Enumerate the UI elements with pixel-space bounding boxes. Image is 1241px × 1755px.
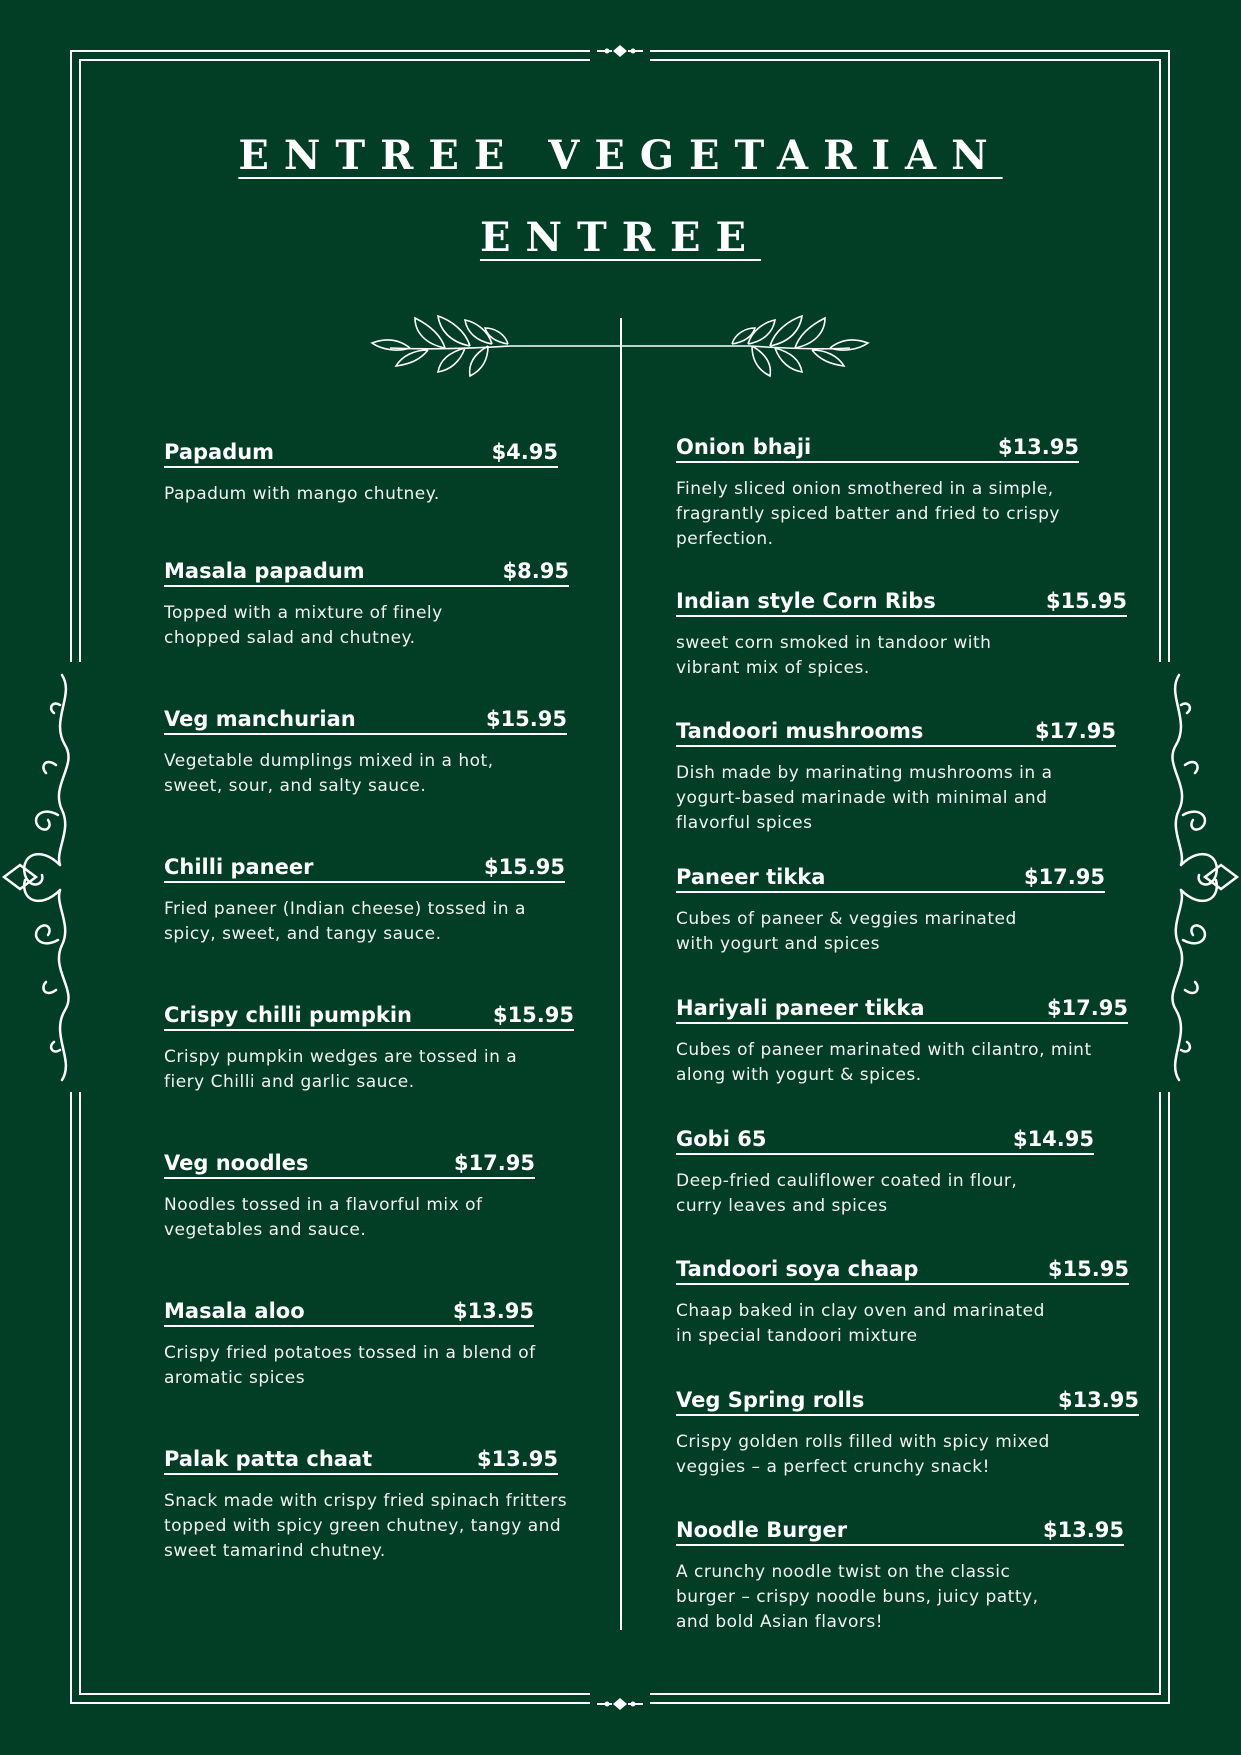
menu-item-price: $15.95 (483, 855, 565, 879)
menu-item-description: Cubes of paneer & veggies marinated with yogurt and spices (676, 909, 1017, 954)
menu-item-heading (164, 854, 565, 883)
menu-item-heading (164, 1298, 534, 1327)
menu-item (164, 854, 604, 947)
menu-item (676, 1517, 1124, 1635)
menu-item-price: $15.95 (485, 707, 567, 731)
menu-item-description: Snack made with crispy fried spinach fritters topped with spicy green chutney, tangy and sweet tamarind chutney. (164, 1491, 568, 1561)
column-divider (620, 318, 622, 1630)
menu-item-heading (676, 1256, 1129, 1285)
menu-item-name: Gobi 65 (676, 1127, 767, 1151)
menu-item-price: $14.95 (1012, 1127, 1094, 1151)
menu-item-name: Papadum (164, 440, 275, 464)
menu-item-heading (164, 1002, 574, 1031)
menu-item (164, 558, 604, 651)
menu-item (164, 1002, 604, 1095)
diamond-ornament-top (595, 40, 645, 62)
menu-item-price: $17.95 (453, 1151, 535, 1175)
menu-item-price: $17.95 (1023, 865, 1105, 889)
menu-item-heading (676, 434, 1079, 463)
menu-item-name: Indian style Corn Ribs (676, 589, 936, 613)
menu-item-name: Hariyali paneer tikka (676, 996, 925, 1020)
menu-item-description: Chaap baked in clay oven and marinated in special tandoori mixture (676, 1301, 1045, 1346)
scroll-ornament-left (0, 665, 90, 1090)
menu-item-name: Tandoori mushrooms (676, 719, 924, 743)
menu-item-price: $15.95 (1045, 589, 1127, 613)
menu-item-heading (164, 706, 567, 735)
menu-item-description: Crispy golden rolls filled with spicy mixed veggies – a perfect crunchy snack! (676, 1432, 1050, 1477)
menu-item-description: sweet corn smoked in tandoor with vibrant mix of spices. (676, 633, 992, 678)
menu-item-name: Palak patta chaat (164, 1447, 373, 1471)
diamond-ornament-bottom (595, 1693, 645, 1715)
menu-item (164, 1446, 604, 1564)
menu-item-heading (676, 995, 1128, 1024)
menu-item-name: Veg manchurian (164, 707, 356, 731)
menu-item (164, 1298, 604, 1391)
menu-item (676, 588, 1127, 681)
menu-item-name: Veg Spring rolls (676, 1388, 865, 1412)
menu-item-description: Vegetable dumplings mixed in a hot, sweet, sour, and salty sauce. (164, 751, 494, 796)
menu-item (676, 434, 1116, 552)
menu-item-name: Masala aloo (164, 1299, 305, 1323)
menu-item-heading (676, 718, 1116, 747)
menu-item-price: $17.95 (1034, 719, 1116, 743)
menu-item-description: Deep-fried cauliflower coated in flour, curry leaves and spices (676, 1171, 1018, 1216)
menu-item (164, 1150, 604, 1243)
menu-item-price: $13.95 (997, 435, 1079, 459)
menu-item-price: $13.95 (476, 1447, 558, 1471)
menu-item-heading (676, 864, 1105, 893)
menu-item (676, 1126, 1116, 1219)
menu-item-heading (164, 1150, 535, 1179)
menu-item-name: Chilli paneer (164, 855, 314, 879)
menu-item-heading (676, 588, 1127, 617)
menu-item (676, 864, 1116, 957)
menu-item-heading (164, 558, 569, 587)
menu-item (164, 439, 604, 507)
menu-item-description: Papadum with mango chutney. (164, 484, 440, 504)
menu-item (676, 995, 1128, 1088)
menu-item-heading (676, 1517, 1124, 1546)
menu-item (676, 718, 1116, 836)
menu-item-name: Masala papadum (164, 559, 365, 583)
menu-item (676, 1387, 1139, 1480)
menu-item-price: $15.95 (492, 1003, 574, 1027)
menu-item-name: Paneer tikka (676, 865, 826, 889)
menu-item-description: Dish made by marinating mushrooms in a yogurt-based marinade with minimal and flavorful spices (676, 763, 1053, 833)
menu-item-price: $8.95 (502, 559, 569, 583)
menu-item (164, 706, 604, 799)
menu-item-description: Cubes of paneer marinated with cilantro, mint along with yogurt & spices. (676, 1040, 1092, 1085)
menu-item-heading (164, 1446, 558, 1475)
menu-item-price: $17.95 (1046, 996, 1128, 1020)
menu-item-price: $4.95 (491, 440, 558, 464)
menu-item-description: Noodles tossed in a flavorful mix of vegetables and sauce. (164, 1195, 483, 1240)
menu-item-heading (676, 1387, 1139, 1416)
menu-item-description: Topped with a mixture of finely chopped salad and chutney. (164, 603, 443, 648)
menu-item-description: Crispy fried potatoes tossed in a blend of aromatic spices (164, 1343, 536, 1388)
menu-title: ENTREE VEGETARIAN (238, 132, 1003, 179)
menu-subtitle: ENTREE (479, 214, 762, 261)
menu-item-price: $13.95 (1042, 1518, 1124, 1542)
menu-item-heading (676, 1126, 1094, 1155)
menu-item-description: Finely sliced onion smothered in a simple, fragrantly spiced batter and fried to crispy perfection. (676, 479, 1060, 549)
menu-item-name: Veg noodles (164, 1151, 309, 1175)
menu-item-description: A crunchy noodle twist on the classic burger – crispy noodle buns, juicy patty, and bold Asian flavors! (676, 1562, 1039, 1632)
menu-item (676, 1256, 1129, 1349)
scroll-ornament-right (1151, 665, 1241, 1090)
menu-item-description: Fried paneer (Indian cheese) tossed in a spicy, sweet, and tangy sauce. (164, 899, 526, 944)
menu-item-name: Onion bhaji (676, 435, 812, 459)
menu-item-name: Crispy chilli pumpkin (164, 1003, 413, 1027)
menu-item-name: Tandoori soya chaap (676, 1257, 919, 1281)
menu-item-heading (164, 439, 558, 468)
menu-item-name: Noodle Burger (676, 1518, 848, 1542)
menu-item-price: $15.95 (1047, 1257, 1129, 1281)
menu-item-price: $13.95 (1057, 1388, 1139, 1412)
menu-item-description: Crispy pumpkin wedges are tossed in a fiery Chilli and garlic sauce. (164, 1047, 518, 1092)
menu-item-price: $13.95 (452, 1299, 534, 1323)
